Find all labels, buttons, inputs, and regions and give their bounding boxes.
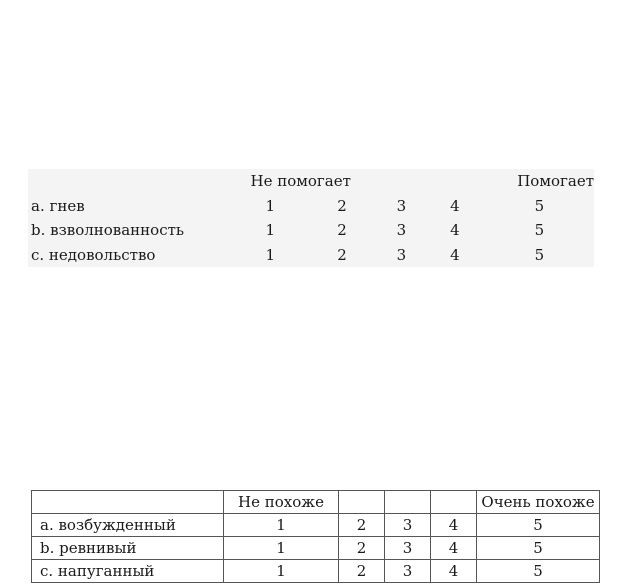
row-label: a. возбужденный bbox=[32, 514, 224, 537]
rating-option[interactable]: 1 bbox=[265, 221, 276, 240]
table-row bbox=[28, 194, 594, 219]
row-label: a. гнев bbox=[31, 196, 85, 215]
rating-option[interactable]: 1 bbox=[224, 537, 339, 560]
rating-option[interactable]: 1 bbox=[224, 560, 339, 583]
scale-high-label: Помогает bbox=[517, 172, 594, 191]
rating-option[interactable]: 3 bbox=[385, 537, 431, 560]
scale-low-label: Не похоже bbox=[224, 491, 339, 514]
row-label: b. ревнивый bbox=[32, 537, 224, 560]
table-row bbox=[28, 243, 594, 268]
rating-option[interactable]: 4 bbox=[450, 221, 460, 240]
rating-table-helpfulness bbox=[28, 169, 594, 267]
rating-option[interactable]: 4 bbox=[431, 514, 477, 537]
rating-table-similarity bbox=[31, 490, 600, 583]
rating-option[interactable]: 5 bbox=[477, 537, 600, 560]
rating-option[interactable]: 4 bbox=[431, 560, 477, 583]
rating-option[interactable]: 2 bbox=[339, 537, 385, 560]
rating-option[interactable]: 3 bbox=[385, 514, 431, 537]
scale-high-label: Очень похоже bbox=[477, 491, 600, 514]
rating-option[interactable]: 3 bbox=[385, 560, 431, 583]
rating-option[interactable]: 2 bbox=[337, 245, 347, 264]
header-empty-cell bbox=[339, 491, 385, 514]
rating-option[interactable]: 2 bbox=[337, 221, 347, 240]
table-header-row bbox=[28, 169, 594, 194]
rating-option[interactable]: 5 bbox=[477, 514, 600, 537]
rating-option[interactable]: 1 bbox=[265, 245, 276, 264]
rating-option[interactable]: 5 bbox=[477, 560, 600, 583]
rating-option[interactable]: 2 bbox=[337, 196, 347, 215]
header-empty-cell bbox=[32, 491, 224, 514]
scale-low-label: Не помогает bbox=[250, 172, 351, 191]
row-label: b. взволнованность bbox=[31, 221, 185, 240]
header-empty-cell bbox=[385, 491, 431, 514]
row-label: c. напуганный bbox=[32, 560, 224, 583]
rating-option[interactable]: 5 bbox=[534, 221, 545, 240]
rating-option[interactable]: 4 bbox=[450, 196, 460, 215]
rating-option[interactable]: 3 bbox=[396, 245, 407, 264]
rating-option[interactable]: 2 bbox=[339, 514, 385, 537]
rating-option[interactable]: 3 bbox=[396, 221, 407, 240]
rating-option[interactable]: 5 bbox=[534, 245, 545, 264]
rating-option[interactable]: 4 bbox=[450, 245, 460, 264]
table-row bbox=[32, 514, 600, 537]
table-row bbox=[28, 218, 594, 243]
header-empty-cell bbox=[425, 169, 485, 194]
header-empty-cell bbox=[28, 169, 234, 194]
header-empty-cell bbox=[378, 169, 425, 194]
header-empty-cell bbox=[431, 491, 477, 514]
table-row bbox=[32, 537, 600, 560]
row-label: c. недовольство bbox=[31, 245, 156, 264]
rating-option[interactable]: 1 bbox=[224, 514, 339, 537]
rating-option[interactable]: 3 bbox=[396, 196, 407, 215]
rating-option[interactable]: 2 bbox=[339, 560, 385, 583]
rating-option[interactable]: 1 bbox=[265, 196, 276, 215]
rating-option[interactable]: 4 bbox=[431, 537, 477, 560]
table-row bbox=[32, 560, 600, 583]
table-header-row bbox=[32, 491, 600, 514]
rating-option[interactable]: 5 bbox=[534, 196, 545, 215]
